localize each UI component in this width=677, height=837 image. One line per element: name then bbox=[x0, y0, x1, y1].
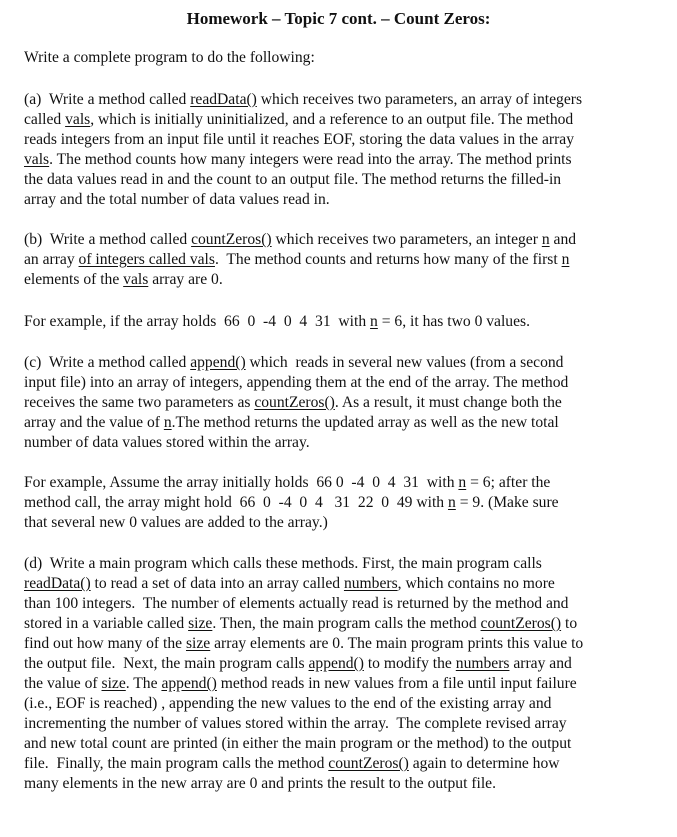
part-a: (a) Write a method called readData() which receives two parameters, an array of integers called vals, which is initially uninitialized, and a reference to an output file. The method reads integers from an input file until it reaches EOF, storing the data values in the array vals. The method counts how many integers were read into the array. The method prints the data values read in and the count to an output file. The method returns the filled-in array and the total number of data values read in. bbox=[24, 91, 583, 208]
intro-text: Write a complete program to do the following: bbox=[24, 49, 315, 66]
part-c-example: For example, Assume the array initially holds 66 0 -4 0 4 31 with n = 6; after the method call, the array might hold 66 0 -4 0 4 31 22 0 49 with n = 9. (Make sure that several new 0 values are added to the array.) bbox=[24, 474, 559, 531]
part-c: (c) Write a method called append() which reads in several new values (from a second input file) into an array of integers, appending them at the end of the array. The method receives the same two parameters as countZeros(). As a result, it must change both the array and the value of n.The method returns the updated array as well as the new total number of data values stored within the array. bbox=[24, 354, 569, 451]
part-d: (d) Write a main program which calls these methods. First, the main program calls readData() to read a set of data into an array called numbers, which contains no more than 100 integers. The number of elements actually read is returned by the method and stored in a variable called size. Then, the main program calls the method countZeros() to find out how many of the size array elements are 0. The main program prints this value to the output file. Next, the main program calls append() to modify the numbers array and the value of size. The append() method reads in new values from a file until input failure (i.e., EOF is reached) , appending the new values to the end of the existing array and incrementing the number of values stored within the array. The complete revised array and new total count are printed (in either the main program or the method) to the output file. Finally, the main program calls the method countZeros() again to determine how many elements in the new array are 0 and prints the result to the output file. bbox=[24, 555, 584, 792]
part-b-example: For example, if the array holds 66 0 -4 0 4 31 with n = 6, it has two 0 values. bbox=[24, 313, 530, 330]
page-title: Homework – Topic 7 cont. – Count Zeros: bbox=[186, 9, 491, 28]
part-b: (b) Write a method called countZeros() which receives two parameters, an integer n and an array of integers called vals. The method counts and returns how many of the first n elements of the vals array are 0. bbox=[24, 231, 577, 288]
